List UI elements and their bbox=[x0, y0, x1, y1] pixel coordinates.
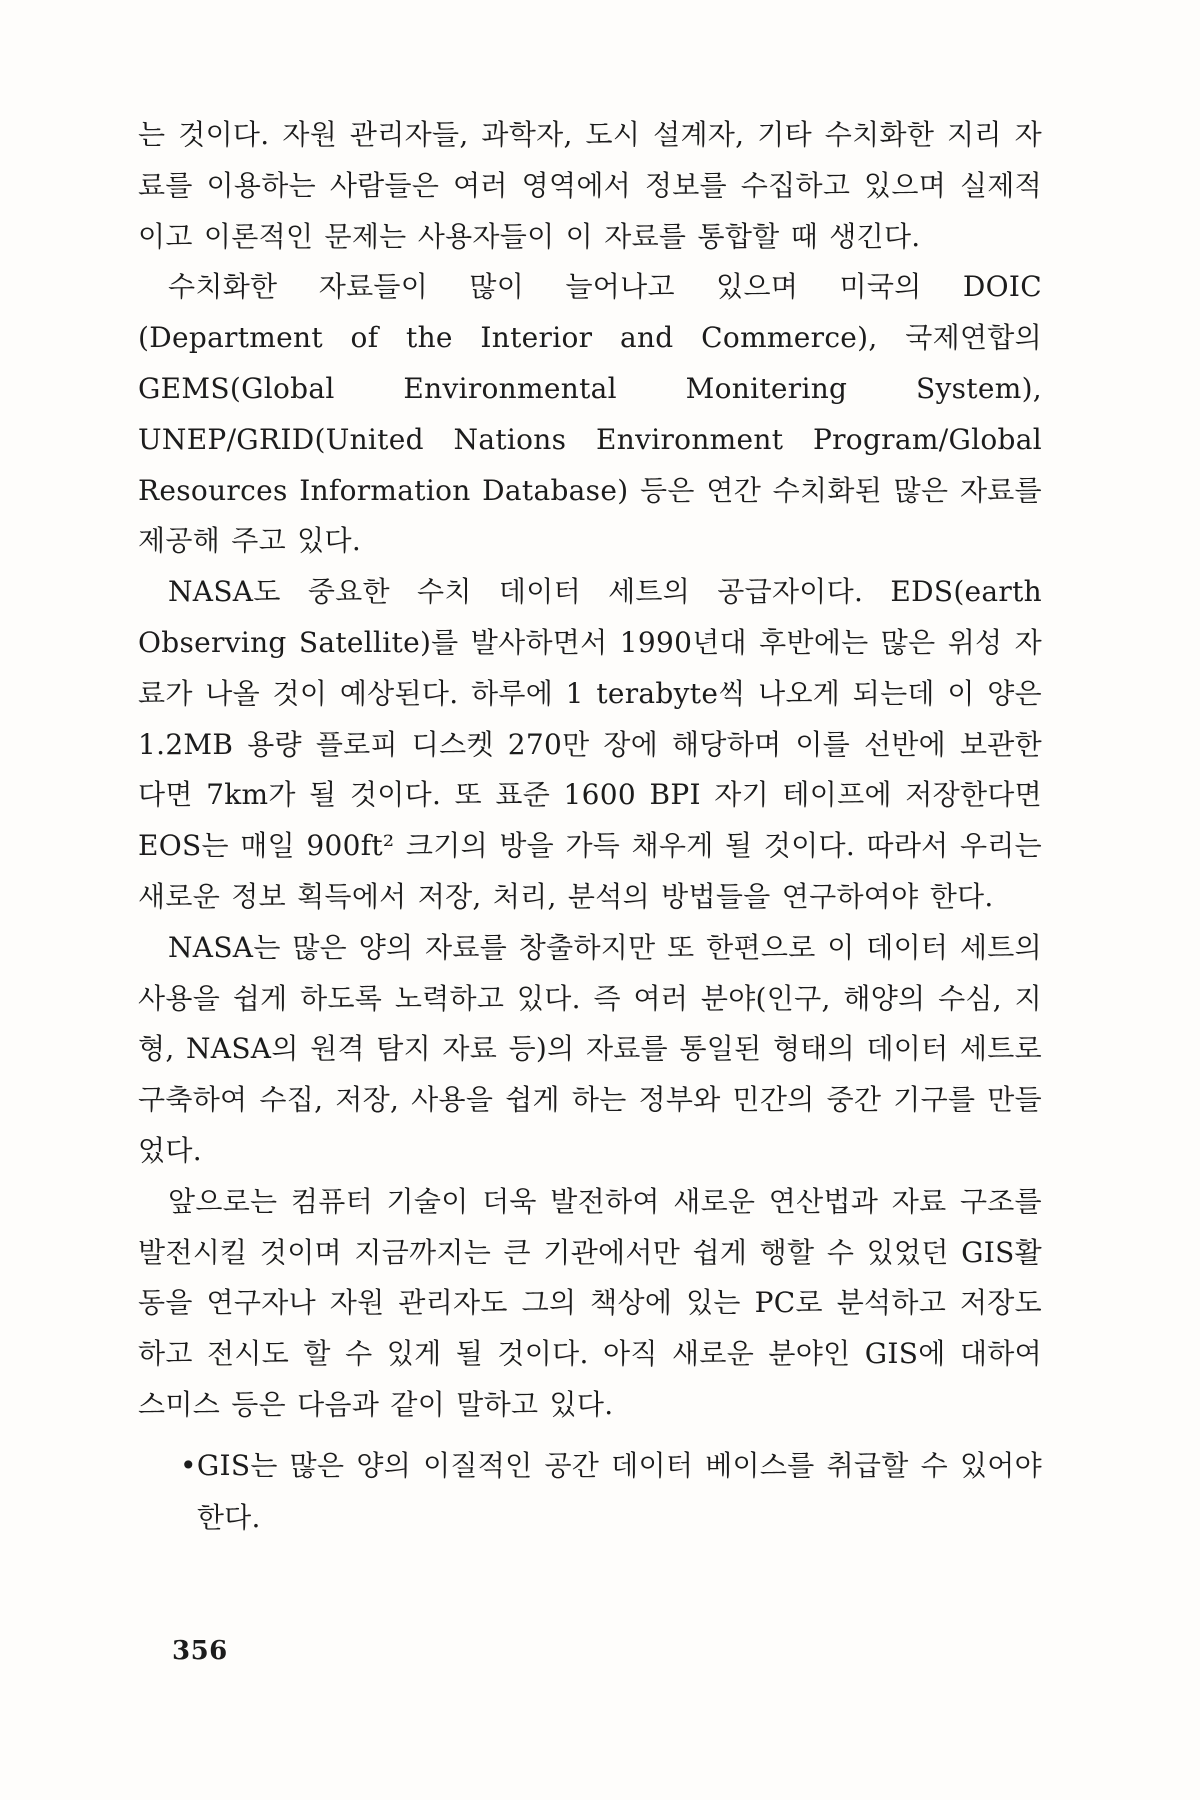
page-number: 356 bbox=[172, 1636, 228, 1666]
bullet-text: GIS는 많은 양의 이질적인 공간 데이터 베이스를 취급할 수 있어야 한다. bbox=[196, 1449, 1042, 1534]
paragraph-3: NASA도 중요한 수치 데이터 세트의 공급자이다. EDS(earth Observing Satellite)를 발사하면서 1990년대 후반에는 많은 위성 자료가 나올 것이 예상된다. 하루에 1 terabyte씩 나오게 되는데 이 양은 1.2MB 용량 플로피 디스켓 270만 장에 해당하며 이를 선반에 보관한다면 7km가 될 것이다. 또 표준 1600 BPI 자기 테이프에 저장한다면 EOS는 매일 900ft² 크기의 방을 가득 채우게 될 것이다. 따라서 우리는 새로운 정보 획득에서 저장, 처리, 분석의 방법들을 연구하여야 한다. bbox=[138, 575, 1042, 913]
bullet-item bbox=[180, 1440, 1042, 1544]
body-text bbox=[138, 110, 1042, 1431]
paragraph-2: 수치화한 자료들이 많이 늘어나고 있으며 미국의 DOIC (Department of the Interior and Commerce), 국제연합의 GEMS(Global Environmental Monitering System), UNEP/GRID(United Nations Environment Program/Global Resources Information Database) 등은 연간 수치화된 많은 자료를 제공해 주고 있다. bbox=[138, 270, 1042, 558]
paragraph-1: 는 것이다. 자원 관리자들, 과학자, 도시 설계자, 기타 수치화한 지리 자료를 이용하는 사람들은 여러 영역에서 정보를 수집하고 있으며 실제적이고 이론적인 문제는 사용자들이 이 자료를 통합할 때 생긴다. bbox=[138, 118, 1042, 253]
paragraph-4: NASA는 많은 양의 자료를 창출하지만 또 한편으로 이 데이터 세트의 사용을 쉽게 하도록 노력하고 있다. 즉 여러 분야(인구, 해양의 수심, 지형, NASA의 원격 탐지 자료 등)의 자료를 통일된 형태의 데이터 세트로 구축하여 수집, 저장, 사용을 쉽게 하는 정부와 민간의 중간 기구를 만들었다. bbox=[138, 930, 1042, 1167]
paragraph-5: 앞으로는 컴퓨터 기술이 더욱 발전하여 새로운 연산법과 자료 구조를 발전시킬 것이며 지금까지는 큰 기관에서만 쉽게 행할 수 있었던 GIS활동을 연구자나 자원 관리자도 그의 책상에 있는 PC로 분석하고 저장도 하고 전시도 할 수 있게 될 것이다. 아직 새로운 분야인 GIS에 대하여 스미스 등은 다음과 같이 말하고 있다. bbox=[138, 1184, 1042, 1421]
bullet-marker: • bbox=[180, 1449, 197, 1482]
bullet-list bbox=[180, 1440, 1042, 1544]
